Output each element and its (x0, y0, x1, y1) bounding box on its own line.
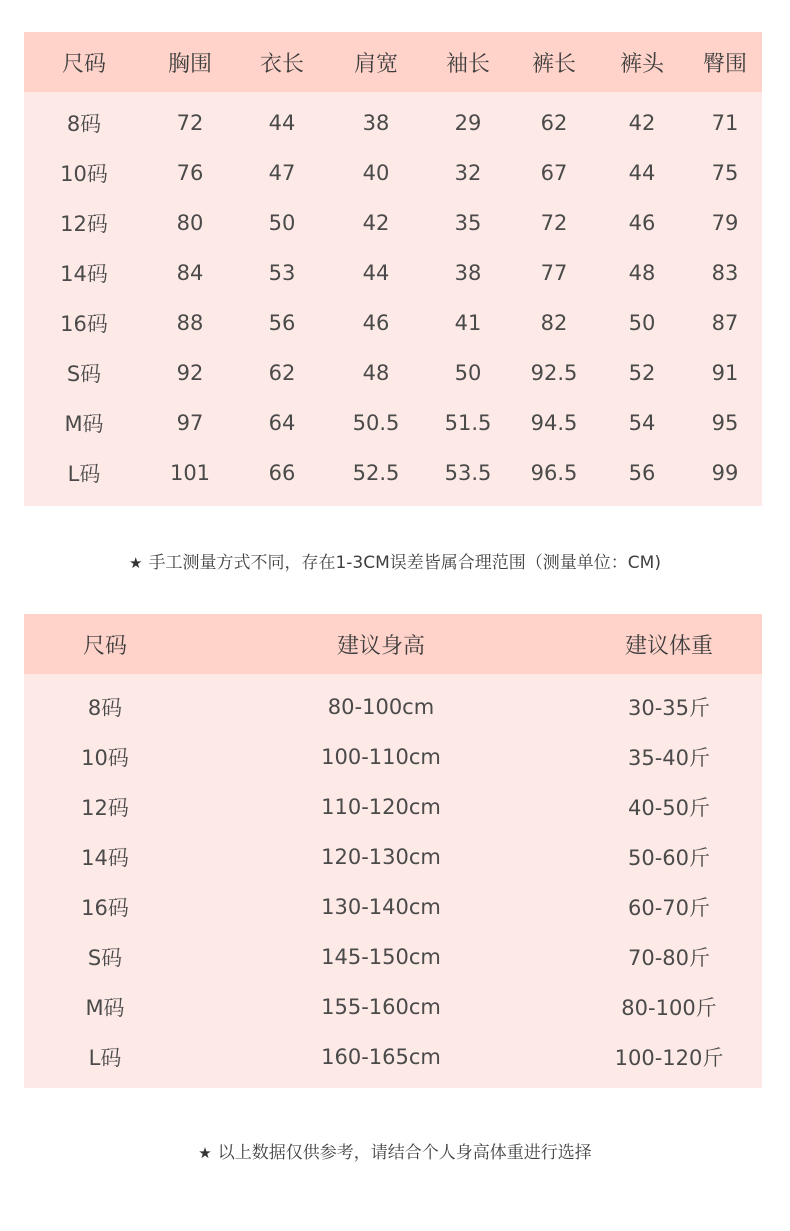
table-cell: 48 (362, 361, 390, 385)
table-cell: 47 (268, 161, 296, 185)
table-cell: 145-150cm (321, 945, 441, 969)
table-cell: 66 (268, 461, 296, 485)
table-cell: 35 (454, 211, 482, 235)
table-cell: 16码 (81, 896, 129, 920)
table-row (24, 98, 762, 148)
table-cell: 84 (176, 261, 204, 285)
reference-note-text: 以上数据仅供参考，请结合个人身高体重进行选择 (217, 1143, 592, 1163)
table-cell: 92.5 (530, 361, 578, 385)
table-cell: 75 (711, 161, 739, 185)
table-cell: 10码 (60, 162, 108, 186)
table-cell: 52.5 (352, 461, 400, 485)
table-cell: 40 (362, 161, 390, 185)
rec-table-header-cell: 建议体重 (624, 633, 713, 659)
table-cell: 82 (540, 311, 568, 335)
table-cell: 100-110cm (321, 745, 441, 769)
table-cell: 155-160cm (321, 995, 441, 1019)
table-cell: 60-70斤 (627, 896, 711, 920)
table-cell: 71 (711, 111, 739, 135)
table-cell: 56 (268, 311, 296, 335)
table-cell: 64 (268, 411, 296, 435)
table-row (24, 248, 762, 298)
table-row (24, 148, 762, 198)
table-cell: L码 (67, 462, 101, 486)
table-cell: 88 (176, 311, 204, 335)
table-cell: 80-100cm (327, 695, 435, 719)
table-cell: 62 (268, 361, 296, 385)
table-cell: 97 (176, 411, 204, 435)
size-table-header-cell: 尺码 (61, 51, 106, 77)
measurement-note (0, 548, 790, 573)
size-chart-header-row (24, 32, 762, 92)
table-cell: 92 (176, 361, 204, 385)
size-chart-table (24, 32, 762, 506)
table-row (24, 398, 762, 448)
table-cell: 77 (540, 261, 568, 285)
table-cell: 14码 (81, 846, 129, 870)
table-cell: 72 (176, 111, 204, 135)
table-cell: 38 (362, 111, 390, 135)
table-row (24, 298, 762, 348)
size-table-header-cell: 臀围 (702, 51, 747, 77)
table-cell: M码 (85, 996, 125, 1020)
table-cell: 80-100斤 (621, 996, 717, 1020)
table-row (24, 932, 762, 982)
table-cell: 12码 (60, 212, 108, 236)
size-table-header-cell: 衣长 (259, 51, 304, 77)
rec-table-header-cell: 尺码 (82, 633, 127, 659)
table-cell: S码 (66, 362, 102, 386)
table-cell: 101 (169, 461, 211, 485)
table-cell: 50.5 (352, 411, 400, 435)
table-cell: 42 (362, 211, 390, 235)
table-cell: 110-120cm (321, 795, 441, 819)
table-row (24, 1032, 762, 1082)
table-row (24, 348, 762, 398)
table-cell: 91 (711, 361, 739, 385)
table-cell: 54 (628, 411, 656, 435)
table-row (24, 982, 762, 1032)
table-cell: 8码 (66, 112, 102, 136)
table-cell: 50 (454, 361, 482, 385)
table-cell: 42 (628, 111, 656, 135)
table-cell: S码 (87, 946, 123, 970)
recommendation-body (24, 674, 762, 1082)
table-cell: 130-140cm (321, 895, 441, 919)
table-cell: 44 (362, 261, 390, 285)
table-cell: 99 (711, 461, 739, 485)
table-row (24, 882, 762, 932)
table-cell: 50 (628, 311, 656, 335)
table-cell: 50-60斤 (627, 846, 711, 870)
table-cell: 35-40斤 (627, 746, 711, 770)
table-row (24, 732, 762, 782)
table-cell: 40-50斤 (627, 796, 711, 820)
table-cell: 41 (454, 311, 482, 335)
recommendation-header-row (24, 614, 762, 674)
table-cell: 38 (454, 261, 482, 285)
table-cell: 70-80斤 (627, 946, 711, 970)
table-cell: 44 (268, 111, 296, 135)
size-chart-body (24, 92, 762, 498)
table-cell: 160-165cm (321, 1045, 441, 1069)
table-cell: 94.5 (530, 411, 578, 435)
table-row (24, 782, 762, 832)
table-row (24, 832, 762, 882)
table-cell: 53.5 (444, 461, 492, 485)
table-cell: 8码 (87, 696, 123, 720)
size-table-header-cell: 胸围 (167, 51, 212, 77)
table-cell: 50 (268, 211, 296, 235)
star-icon: ★ (198, 1144, 212, 1162)
table-cell: 30-35斤 (627, 696, 711, 720)
recommendation-table (24, 614, 762, 1088)
size-table-header-cell: 肩宽 (353, 51, 398, 77)
size-table-header-cell: 裤长 (531, 51, 576, 77)
measurement-note-text: 手工测量方式不同，存在1-3CM误差皆属合理范围（测量单位：CM) (148, 553, 661, 573)
table-cell: 14码 (60, 262, 108, 286)
table-row (24, 198, 762, 248)
table-cell: 29 (454, 111, 482, 135)
table-cell: 51.5 (444, 411, 492, 435)
table-cell: 32 (454, 161, 482, 185)
table-cell: L码 (88, 1046, 122, 1070)
table-cell: 100-120斤 (614, 1046, 724, 1070)
table-cell: 76 (176, 161, 204, 185)
table-cell: 46 (362, 311, 390, 335)
table-cell: 120-130cm (321, 845, 441, 869)
table-cell: 53 (268, 261, 296, 285)
table-cell: 56 (628, 461, 656, 485)
table-cell: 80 (176, 211, 204, 235)
reference-note (0, 1138, 790, 1163)
table-row (24, 448, 762, 498)
star-icon: ★ (129, 554, 143, 572)
table-cell: 10码 (81, 746, 129, 770)
table-cell: 12码 (81, 796, 129, 820)
table-cell: 67 (540, 161, 568, 185)
table-cell: 44 (628, 161, 656, 185)
table-cell: 16码 (60, 312, 108, 336)
size-table-header-cell: 裤头 (619, 51, 664, 77)
table-cell: 96.5 (530, 461, 578, 485)
table-cell: 79 (711, 211, 739, 235)
table-cell: 52 (628, 361, 656, 385)
table-row (24, 682, 762, 732)
rec-table-header-cell: 建议身高 (336, 633, 425, 659)
table-cell: M码 (64, 412, 104, 436)
table-cell: 46 (628, 211, 656, 235)
table-cell: 87 (711, 311, 739, 335)
table-cell: 72 (540, 211, 568, 235)
table-cell: 48 (628, 261, 656, 285)
size-table-header-cell: 袖长 (445, 51, 490, 77)
table-cell: 83 (711, 261, 739, 285)
table-cell: 95 (711, 411, 739, 435)
table-cell: 62 (540, 111, 568, 135)
